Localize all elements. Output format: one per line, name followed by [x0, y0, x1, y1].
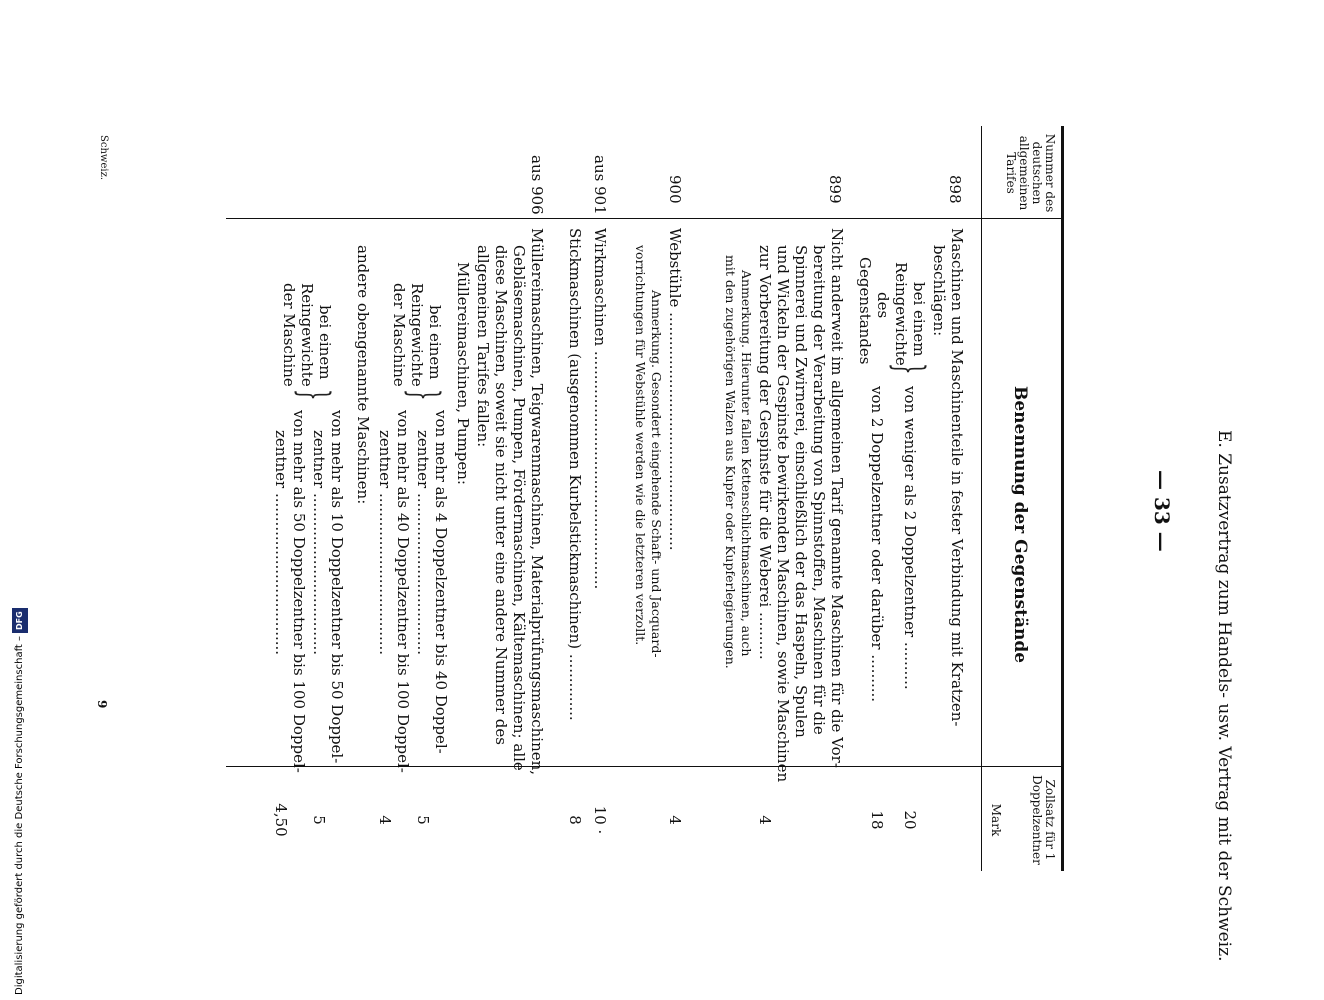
- tarif-900: 900: [666, 175, 684, 204]
- rate-901: 10 ·: [591, 805, 609, 835]
- table-header-rule: [981, 126, 982, 871]
- row-900-note: Anmerkung. Gesondert eingehende Schaft- und Jacquard-: [649, 290, 664, 658]
- row-906-brace-label: bei einem: [426, 305, 444, 380]
- row-899-line: zur Vorbereitung der Gespinste für die Weberei ..........: [756, 245, 774, 660]
- running-header: E. Zusatzvertrag zum Handels- usw. Vertrag mit der Schweiz.: [1214, 430, 1234, 962]
- row-899-line: Nicht anderweit im allgemeinen Tarif genannte Maschinen für die Vor-: [828, 228, 846, 768]
- row-906-brace-label: bei einem: [316, 305, 334, 380]
- row-899-line: bereitung der Verarbeitung von Spinnstoffen, Maschinen für die: [810, 245, 828, 735]
- row-906-item: von mehr als 4 Doppelzentner bis 40 Doppel-: [432, 410, 450, 754]
- row-906-line: diese Maschinen, soweit sie nicht unter eine andere Nummer des: [492, 245, 510, 745]
- row-899-note: mit den zugehörigen Walzen aus Kupfer oder Kupferlegierungen.: [723, 255, 738, 669]
- row-906-line: allgemeinen Tarifes fallen:: [474, 245, 492, 448]
- row-900-line: Webstühle ..................................................: [666, 228, 684, 551]
- row-898-brace-label: Gegenstandes: [856, 257, 874, 365]
- row-906-brace-label: Reingewichte: [298, 283, 316, 387]
- tarif-906: aus 906: [528, 155, 546, 215]
- row-898-item-b: von 2 Doppelzentner oder darüber ..........: [868, 386, 886, 703]
- row-906-item: von mehr als 10 Doppelzentner bis 50 Doppel-: [328, 410, 346, 764]
- row-899-note: Anmerkung. Hierunter fallen Kettenschlichtmaschinen, auch: [739, 270, 754, 657]
- row-906-item-cont: zentner ..................................: [310, 430, 328, 656]
- row-906-item: von mehr als 40 Doppelzentner bis 100 Doppel-: [394, 410, 412, 773]
- header-zollsatz: Zollsatz für 1 Doppelzentner: [1030, 775, 1057, 865]
- row-906-brace-label: Reingewichte: [408, 283, 426, 387]
- rate-900: 4: [666, 815, 684, 825]
- header-zollsatz-unit: Mark: [989, 803, 1003, 837]
- brace-icon: }: [886, 362, 932, 375]
- row-906-item-cont: zentner ..................................: [414, 430, 432, 656]
- row-906-line: Gebläsemaschinen, Pumpen, Fördermaschinen, Kältemaschinen; alle: [510, 245, 528, 771]
- row-906-brace-label: der Maschine: [390, 283, 408, 387]
- row-898-item-a: von weniger als 2 Doppelzentner ..........: [901, 386, 919, 690]
- row-906-group: andere obengenannte Maschinen:: [354, 245, 372, 505]
- row-899-line: Spinnerei und Zwirnerei, einschließlich der das Haspeln, Spulen: [792, 245, 810, 738]
- rate-899: 4: [756, 815, 774, 825]
- brace-icon: }: [291, 388, 337, 401]
- row-901-line: Wirkmaschinen ..................................................: [591, 228, 609, 590]
- row-898-brace-label: bei einem: [910, 282, 928, 357]
- header-tarif: Nummer des deutschen allgemeinen Tarifes: [1004, 133, 1057, 213]
- row-899-line: und Wickeln der Gespinste bewirkenden Maschinen, sowie Maschinen: [774, 245, 792, 783]
- row-906-group: Müllereimaschinen, Pumpen:: [454, 262, 472, 485]
- rate-906-g1-b: 4: [376, 815, 394, 825]
- rate-906-g2-a: 5: [310, 815, 328, 825]
- rate-901b: 8: [566, 815, 584, 825]
- row-898-brace-label: des: [874, 292, 892, 319]
- tarif-898: 898: [946, 175, 964, 204]
- header-benennung: Benennung der Gegenstände: [1010, 386, 1030, 664]
- row-906-item-cont: zentner ..................................: [376, 430, 394, 656]
- rate-898-a: 20: [901, 810, 919, 830]
- row-900-note: vorrichtungen für Webstühle werden wie die letzteren verzollt.: [633, 245, 648, 646]
- rate-906-g2-b: 4,50: [272, 803, 290, 837]
- tarif-899: 899: [826, 175, 844, 204]
- table-top-rule: [1061, 126, 1064, 871]
- column-divider-1: [226, 218, 1061, 219]
- page-number: — 33 —: [1150, 470, 1174, 552]
- row-906-item: von mehr als 50 Doppelzentner bis 100 Doppel-: [290, 410, 308, 773]
- row-906-brace-label: der Maschine: [280, 283, 298, 387]
- footer-signature: 9: [95, 700, 109, 709]
- row-898-title: Maschinen und Maschinenteile in fester Verbindung mit Kratzen-: [948, 228, 966, 727]
- dfg-logo: DFG: [12, 608, 28, 633]
- tarif-901: aus 901: [591, 155, 609, 215]
- row-901b-line: Stickmaschinen (ausgenommen Kurbelstickmaschinen) ..............: [566, 228, 584, 721]
- row-906-item-cont: zentner ..................................: [272, 430, 290, 656]
- row-906-line: Müllereimaschinen, Teigwarenmaschinen, Materialprüfungsmaschinen,: [528, 228, 546, 776]
- rate-898-b: 18: [868, 810, 886, 830]
- brace-icon: }: [401, 388, 447, 401]
- sponsor-text: Digitalisierung gefördert durch die Deutsche Forschungsgemeinschaft –: [14, 635, 25, 995]
- rate-906-g1-a: 5: [414, 815, 432, 825]
- column-divider-2: [226, 766, 1061, 767]
- row-898-brace-label: Reingewichte: [892, 262, 910, 366]
- row-898-title-cont: beschlägen:: [930, 245, 948, 337]
- footer-left: Schweiz.: [98, 135, 109, 181]
